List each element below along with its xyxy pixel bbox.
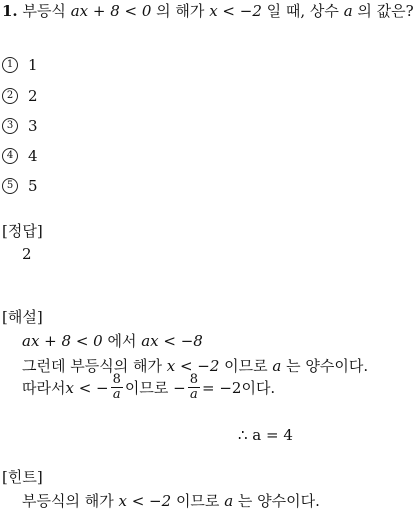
explanation-text: 따라서 <box>22 379 66 397</box>
choice-value: 4 <box>28 147 38 165</box>
fraction <box>111 373 123 402</box>
question-expr2: x < −2 <box>209 2 262 20</box>
explanation-text: 이므로 − <box>124 379 186 397</box>
choice-value: 3 <box>28 117 38 135</box>
answer-value: 2 <box>22 245 32 263</box>
hint-text: 부등식의 해가 <box>22 492 119 510</box>
choice-value: 1 <box>28 56 38 74</box>
explanation-var: a <box>272 357 282 375</box>
explanation-expr: x < − <box>65 378 109 397</box>
hint-expr: x < −2 <box>118 492 172 510</box>
choice-marker: 3 <box>2 118 18 134</box>
explanation-line-3 <box>22 373 275 402</box>
fraction-denominator: a <box>189 387 198 402</box>
explanation-text: 에서 <box>102 332 142 350</box>
explanation-text: 그런데 부등식의 해가 <box>22 357 167 375</box>
answer-label: [정답] <box>2 222 43 240</box>
explanation-label: [해설] <box>2 308 43 326</box>
question-expr1: ax + 8 < 0 <box>70 2 152 20</box>
explanation-equation: = −2 <box>202 378 242 397</box>
fraction <box>188 373 200 402</box>
question-text-c: 일 때, 상수 <box>261 2 344 20</box>
choice-2[interactable] <box>2 87 38 105</box>
explanation-text: 이므로 <box>219 357 273 375</box>
choice-value: 5 <box>28 177 38 195</box>
question-line <box>2 0 414 21</box>
fraction-numerator: 8 <box>189 372 198 387</box>
question-var-a: a <box>343 2 353 20</box>
hint-text: 이므로 <box>171 492 225 510</box>
question-text-d: 의 값은? <box>352 2 414 20</box>
explanation-expr: x < −2 <box>166 357 220 375</box>
hint-text: 는 양수이다. <box>233 492 320 510</box>
choice-4[interactable] <box>2 147 38 165</box>
question-text-a: 부등식 <box>22 2 71 20</box>
choice-marker: 4 <box>2 148 18 164</box>
choice-marker: 2 <box>2 88 18 104</box>
explanation-expr: ax + 8 < 0 <box>22 332 103 350</box>
hint-label: [힌트] <box>2 468 43 486</box>
explanation-conclusion: ∴ a = 4 <box>238 426 293 444</box>
explanation-line-1 <box>22 330 203 351</box>
explanation-text: 이다. <box>241 379 276 397</box>
choice-5[interactable] <box>2 177 38 195</box>
explanation-result: ax < −8 <box>141 332 203 350</box>
question-number: 1. <box>2 2 18 20</box>
choice-marker: 5 <box>2 178 18 194</box>
choice-3[interactable] <box>2 117 38 135</box>
hint-var: a <box>224 492 234 510</box>
fraction-denominator: a <box>112 387 121 402</box>
choice-marker: 1 <box>2 57 18 73</box>
question-text-b: 의 해가 <box>151 2 210 20</box>
fraction-numerator: 8 <box>112 372 121 387</box>
choice-value: 2 <box>28 87 38 105</box>
choice-1[interactable] <box>2 56 38 74</box>
explanation-text: 는 양수이다. <box>281 357 369 375</box>
